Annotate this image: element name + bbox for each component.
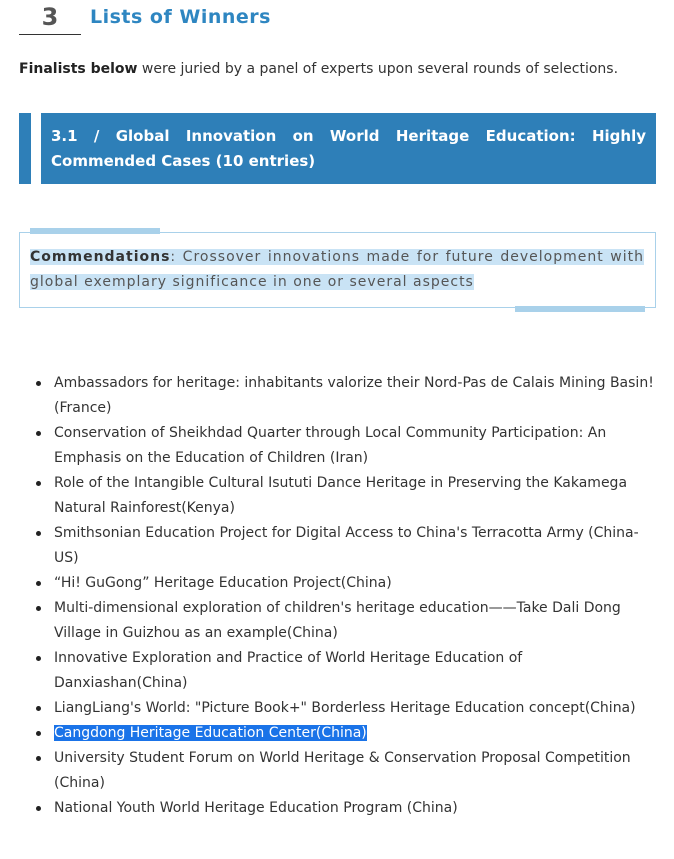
winner-item <box>19 746 659 796</box>
winner-item-text: Multi-dimensional exploration of children's heritage education——Take Dali Dong Village in Guizhou as an example(China) <box>54 600 621 641</box>
winner-item-text: National Youth World Heritage Education Program (China) <box>54 800 458 816</box>
commendations-body: : Crossover innovations made for future development with global exemplary significance in one or several aspects <box>30 249 644 290</box>
winner-item <box>19 371 659 421</box>
commendations-deco-bottom <box>515 306 645 312</box>
winner-item <box>19 696 659 721</box>
subsection-accent-bar <box>19 113 31 184</box>
winner-item <box>19 796 659 821</box>
winner-item-text: Conservation of Sheikhdad Quarter through Local Community Participation: An Emphasis on the Education of Children (Iran) <box>54 425 607 466</box>
winner-item-text: “Hi! GuGong” Heritage Education Project(China) <box>54 575 392 591</box>
winner-item <box>19 646 659 696</box>
commendations-deco-top <box>30 228 160 234</box>
winner-item <box>19 521 659 571</box>
section-number: 3 <box>19 2 81 35</box>
intro-bold: Finalists below <box>19 61 138 77</box>
intro-paragraph <box>19 61 659 77</box>
intro-text: were juried by a panel of experts upon several rounds of selections. <box>137 61 619 77</box>
winner-item <box>19 721 659 746</box>
section-title: Lists of Winners <box>90 6 271 28</box>
commendations-label: Commendations <box>30 249 171 265</box>
winner-item <box>19 596 659 646</box>
winner-item-text: University Student Forum on World Heritage & Conservation Proposal Competition (China) <box>54 750 631 791</box>
winner-item-text: Innovative Exploration and Practice of World Heritage Education of Danxiashan(China) <box>54 650 523 691</box>
winner-item-text: Role of the Intangible Cultural Isututi Dance Heritage in Preserving the Kakamega Natural Rainforest(Kenya) <box>54 475 628 516</box>
subsection-title: 3.1 / Global Innovation on World Heritage Education: Highly Commended Cases (10 entries) <box>41 113 656 184</box>
winner-item <box>19 571 659 596</box>
winner-item-text: Ambassadors for heritage: inhabitants valorize their Nord-Pas de Calais Mining Basin! (France) <box>54 375 654 416</box>
winner-item-text: LiangLiang's World: "Picture Book+" Borderless Heritage Education concept(China) <box>54 700 636 716</box>
winner-item <box>19 421 659 471</box>
winner-item-text: Smithsonian Education Project for Digital Access to China's Terracotta Army (China-US) <box>54 525 639 566</box>
winner-item <box>19 471 659 521</box>
winner-item-text: Cangdong Heritage Education Center(China) <box>54 725 367 741</box>
winners-list <box>19 371 659 821</box>
commendations-text <box>30 245 644 295</box>
